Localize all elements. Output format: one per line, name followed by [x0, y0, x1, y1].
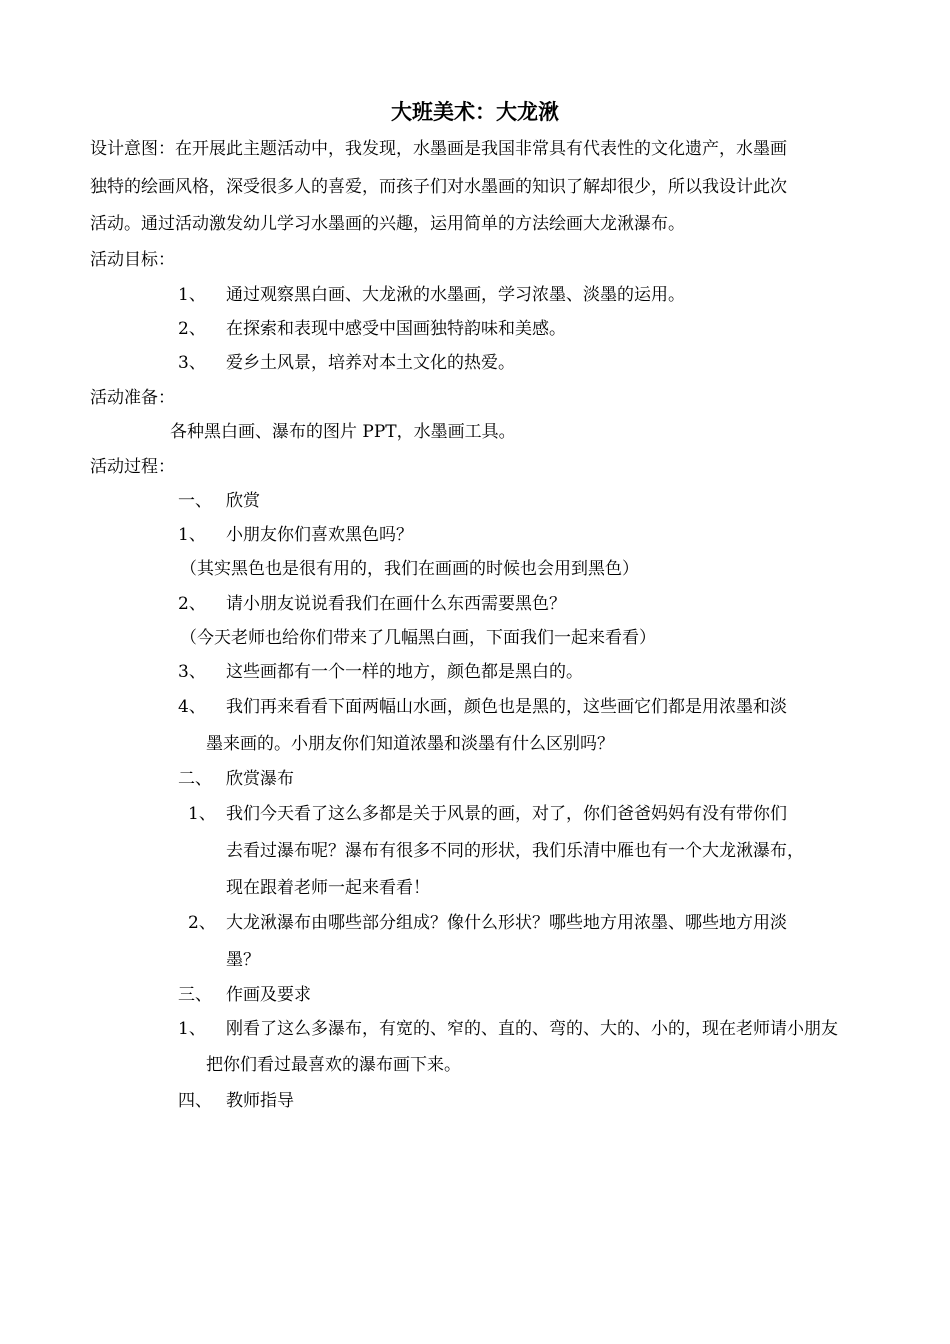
section-4-title: 教师指导 — [226, 1091, 294, 1111]
s2-item-1-text-line-3: 现在跟着老师一起来看看！ — [226, 878, 430, 898]
s1-item-1-text: 小朋友你们喜欢黑色吗？ — [226, 525, 413, 545]
prep-heading: 活动准备： — [90, 388, 175, 408]
s1-item-2-number: 2、 — [178, 594, 206, 614]
goals-heading: 活动目标： — [90, 250, 175, 270]
s3-item-1-text-line-1: 刚看了这么多瀑布，有宽的、窄的、直的、弯的、大的、小的，现在老师请小朋友 — [226, 1019, 838, 1039]
s2-item-2-number: 2、 — [188, 913, 216, 933]
goal-3-text: 爱乡土风景，培养对本土文化的热爱。 — [226, 353, 515, 373]
s2-item-2-text-line-1: 大龙湫瀑布由哪些部分组成？像什么形状？哪些地方用浓墨、哪些地方用淡 — [226, 913, 787, 933]
s3-item-1-number: 1、 — [178, 1019, 206, 1039]
s1-item-1-number: 1、 — [178, 525, 206, 545]
section-4-number: 四、 — [178, 1091, 212, 1111]
section-1-title: 欣赏 — [226, 491, 260, 511]
s1-item-1-note: （其实黑色也是很有用的，我们在画画的时候也会用到黑色） — [180, 559, 639, 579]
section-2-number: 二、 — [178, 769, 212, 789]
section-3-title: 作画及要求 — [226, 985, 311, 1005]
goal-3-number: 3、 — [178, 353, 206, 373]
s2-item-1-text-line-1: 我们今天看了这么多都是关于风景的画，对了，你们爸爸妈妈有没有带你们 — [226, 804, 787, 824]
s3-item-1-text-line-2: 把你们看过最喜欢的瀑布画下来。 — [206, 1055, 461, 1075]
intent-line-3: 活动。通过活动激发幼儿学习水墨画的兴趣，运用简单的方法绘画大龙湫瀑布。 — [90, 214, 685, 234]
s1-item-3-number: 3、 — [178, 662, 206, 682]
goal-1-text: 通过观察黑白画、大龙湫的水墨画，学习浓墨、淡墨的运用。 — [226, 285, 685, 305]
s2-item-1-text-line-2: 去看过瀑布呢？瀑布有很多不同的形状，我们乐清中雁也有一个大龙湫瀑布， — [226, 841, 804, 861]
prep-text: 各种黑白画、瀑布的图片 PPT，水墨画工具。 — [170, 422, 516, 442]
s1-item-2-text: 请小朋友说说看我们在画什么东西需要黑色？ — [226, 594, 566, 614]
s1-item-4-text-line-1: 我们再来看看下面两幅山水画，颜色也是黑的，这些画它们都是用浓墨和淡 — [226, 697, 787, 717]
s2-item-1-number: 1、 — [188, 804, 216, 824]
goal-1-number: 1、 — [178, 285, 206, 305]
s2-item-2-text-line-2: 墨？ — [226, 950, 260, 970]
goal-2-number: 2、 — [178, 319, 206, 339]
section-2-title: 欣赏瀑布 — [226, 769, 294, 789]
page-title: 大班美术：大龙湫 — [391, 99, 559, 124]
section-1-number: 一、 — [178, 491, 212, 511]
s1-item-2-note: （今天老师也给你们带来了几幅黑白画，下面我们一起来看看） — [180, 628, 656, 648]
s1-item-4-text-line-2: 墨来画的。小朋友你们知道浓墨和淡墨有什么区别吗？ — [206, 734, 614, 754]
intent-line-1: 设计意图：在开展此主题活动中，我发现，水墨画是我国非常具有代表性的文化遗产，水墨画 — [90, 139, 787, 159]
section-3-number: 三、 — [178, 985, 212, 1005]
intent-line-2: 独特的绘画风格，深受很多人的喜爱，而孩子们对水墨画的知识了解却很少，所以我设计此次 — [90, 177, 787, 197]
goal-2-text: 在探索和表现中感受中国画独特韵味和美感。 — [226, 319, 566, 339]
process-heading: 活动过程： — [90, 457, 175, 477]
s1-item-3-text: 这些画都有一个一样的地方，颜色都是黑白的。 — [226, 662, 583, 682]
s1-item-4-number: 4、 — [178, 697, 206, 717]
